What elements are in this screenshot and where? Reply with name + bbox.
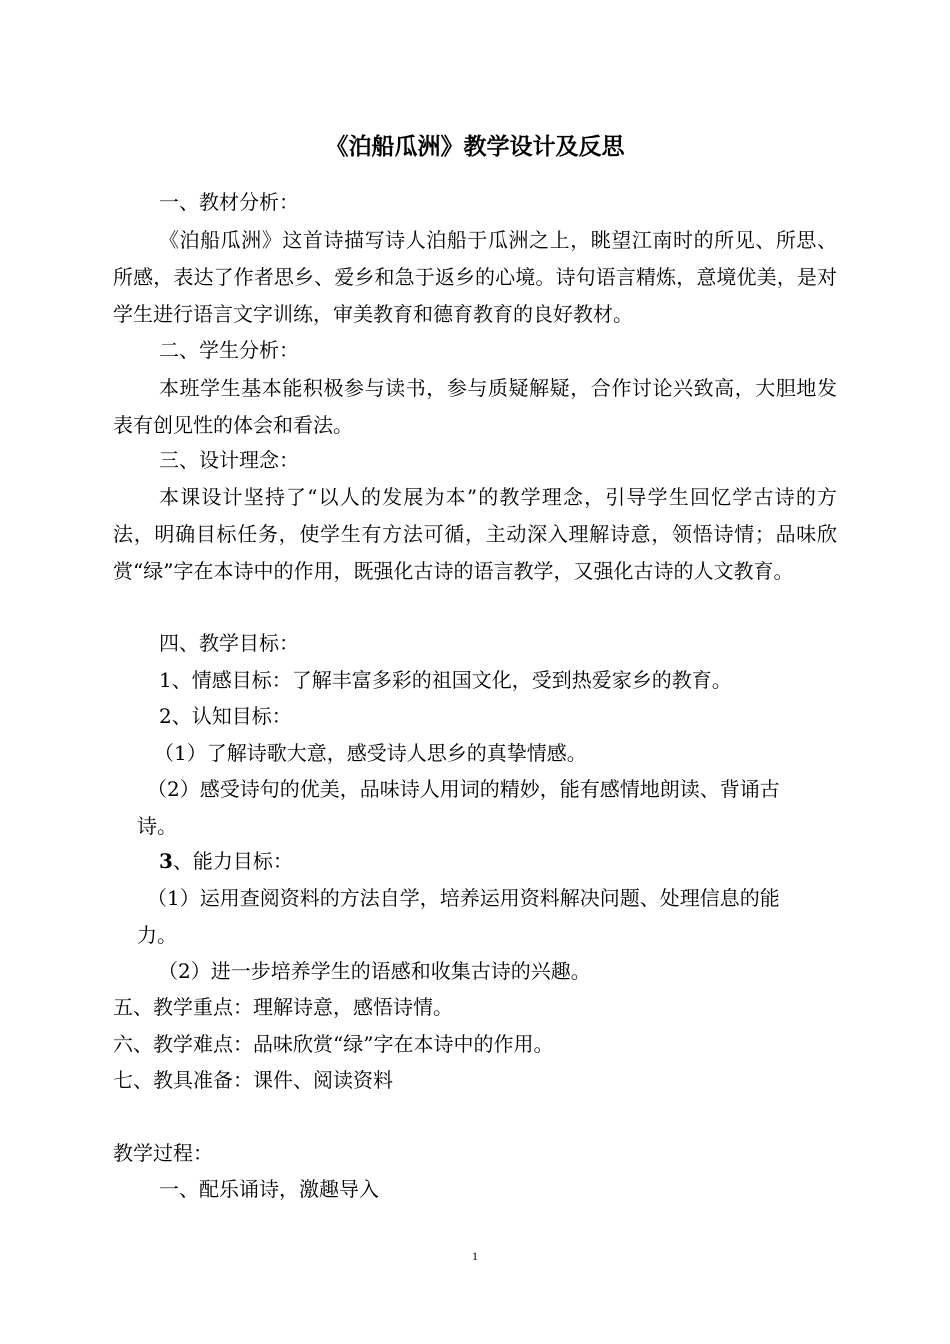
section-teaching-aids: 七、教具准备：课件、阅读资料 [113, 1068, 393, 1092]
section-key-points: 五、教学重点：理解诗意，感悟诗情。 [113, 995, 453, 1019]
section-heading-teaching-goals: 四、教学目标： [159, 631, 299, 655]
section-difficulties: 六、教学难点：品味欣赏“绿”字在本诗中的作用。 [113, 1032, 554, 1056]
teaching-step-1: 一、配乐诵诗，激趣导入 [159, 1177, 379, 1201]
goal-ability [159, 848, 293, 874]
goal-cognition-item-1: （1）了解诗歌大意，感受诗人思乡的真挚情感。 [154, 741, 587, 765]
goal-cognition-item-2-continued: 诗。 [137, 814, 177, 838]
paragraph-material-analysis: 《泊船瓜洲》这首诗描写诗人泊船于瓜洲之上，眺望江南时的所见、所思、所感，表达了作者思乡、爱乡和急于返乡的心境。诗句语言精炼，意境优美，是对学生进行语言文字训练，审美教育和德育教育的良好教材。 [113, 228, 837, 326]
document-title: 《泊船瓜洲》教学设计及反思 [325, 133, 625, 160]
section-heading-material-analysis: 一、教材分析： [159, 190, 299, 214]
section-heading-design-concept: 三、设计理念： [159, 448, 299, 472]
goal-cognition-item-2: （2）感受诗句的优美，品味诗人用词的精妙，能有感情地朗读、背诵古 [147, 777, 780, 801]
section-heading-student-analysis: 二、学生分析： [159, 338, 299, 362]
goal-ability-number: 3 [159, 849, 173, 873]
goal-cognition: 2、认知目标： [159, 704, 292, 728]
paragraph-design-concept: 本课设计坚持了“以人的发展为本”的教学理念，引导学生回忆学古诗的方法，明确目标任务，使学生有方法可循，主动深入理解诗意，领悟诗情；品味欣赏“绿”字在本诗中的作用，既强化古诗的语言教学，又强化古诗的人文教育。 [113, 485, 837, 583]
teaching-process-heading: 教学过程： [113, 1141, 213, 1165]
goal-emotion: 1、情感目标：了解丰富多彩的祖国文化，受到热爱家乡的教育。 [159, 668, 732, 692]
page-number: 1 [472, 1249, 478, 1263]
goal-ability-item-1-continued: 力。 [137, 923, 177, 947]
paragraph-student-analysis: 本班学生基本能积极参与读书，参与质疑解疑，合作讨论兴致高，大胆地发表有创见性的体会和看法。 [113, 376, 837, 437]
goal-ability-item-1: （1）运用查阅资料的方法自学，培养运用资料解决问题、处理信息的能 [147, 886, 780, 910]
goal-ability-label: 、能力目标： [172, 849, 293, 873]
goal-ability-item-2: （2）进一步培养学生的语感和收集古诗的兴趣。 [158, 959, 591, 983]
